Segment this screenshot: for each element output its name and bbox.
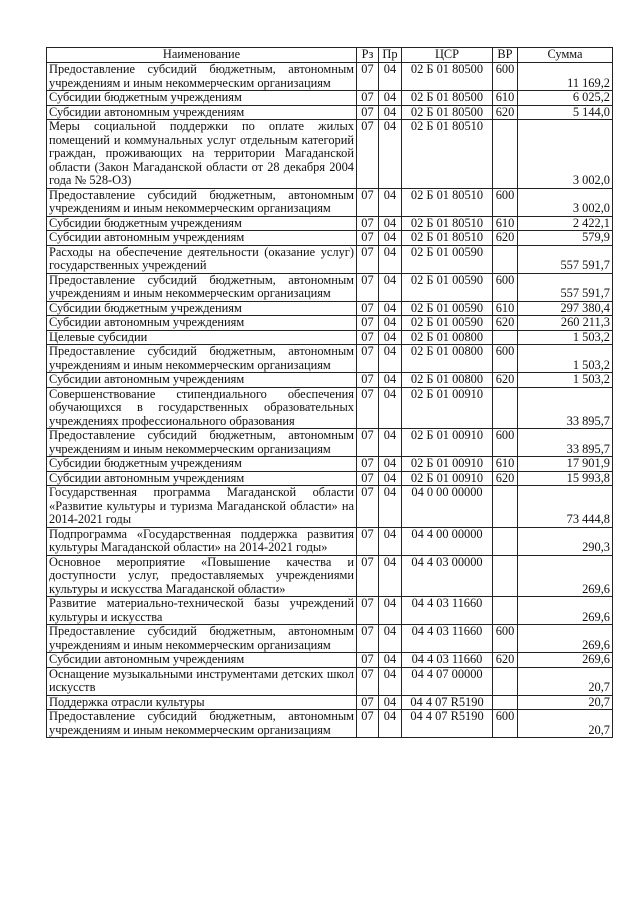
cell-csr: 04 4 03 11660 — [402, 625, 493, 653]
cell-pr: 04 — [379, 245, 402, 273]
table-row — [47, 527, 613, 555]
cell-name: Предоставление субсидий бюджетным, автономным учреждениям и иным некоммерческим организациям — [47, 625, 357, 653]
cell-csr: 02 Б 01 80510 — [402, 120, 493, 189]
cell-name: Субсидии автономным учреждениям — [47, 105, 357, 120]
cell-csr: 04 4 07 R5190 — [402, 695, 493, 710]
cell-name: Совершенствование стипендиального обеспечения обучающихся в государственных образовательных учреждениях профессионального образования — [47, 387, 357, 429]
cell-csr: 04 4 07 R5190 — [402, 710, 493, 738]
cell-pr: 04 — [379, 216, 402, 231]
cell-vr: 600 — [493, 63, 518, 91]
cell-vr: 600 — [493, 710, 518, 738]
cell-sum: 269,6 — [518, 625, 613, 653]
cell-vr — [493, 245, 518, 273]
cell-vr: 610 — [493, 457, 518, 472]
cell-pr: 04 — [379, 387, 402, 429]
table-body — [47, 63, 613, 738]
table-row — [47, 316, 613, 331]
cell-csr: 02 Б 01 80500 — [402, 91, 493, 106]
table-row — [47, 429, 613, 457]
cell-csr: 04 4 07 00000 — [402, 667, 493, 695]
table-row — [47, 373, 613, 388]
cell-name: Субсидии бюджетным учреждениям — [47, 301, 357, 316]
budget-table — [46, 47, 613, 738]
table-row — [47, 273, 613, 301]
cell-vr — [493, 597, 518, 625]
cell-sum: 33 895,7 — [518, 387, 613, 429]
cell-sum: 297 380,4 — [518, 301, 613, 316]
table-row — [47, 387, 613, 429]
cell-pr: 04 — [379, 301, 402, 316]
cell-vr: 600 — [493, 273, 518, 301]
cell-sum: 17 901,9 — [518, 457, 613, 472]
table-header-row — [47, 48, 613, 63]
table-row — [47, 231, 613, 246]
cell-name: Подпрограмма «Государственная поддержка развития культуры Магаданской области» на 2014-2021 годы» — [47, 527, 357, 555]
cell-pr: 04 — [379, 273, 402, 301]
cell-pr: 04 — [379, 91, 402, 106]
cell-sum: 579,9 — [518, 231, 613, 246]
cell-name: Предоставление субсидий бюджетным, автономным учреждениям и иным некоммерческим организациям — [47, 710, 357, 738]
cell-sum: 1 503,2 — [518, 345, 613, 373]
table-row — [47, 345, 613, 373]
cell-name: Субсидии автономным учреждениям — [47, 471, 357, 486]
cell-vr: 620 — [493, 653, 518, 668]
table-row — [47, 695, 613, 710]
cell-rz: 07 — [357, 471, 379, 486]
cell-csr: 02 Б 01 80510 — [402, 188, 493, 216]
cell-pr: 04 — [379, 527, 402, 555]
cell-vr: 620 — [493, 105, 518, 120]
cell-name: Предоставление субсидий бюджетным, автономным учреждениям и иным некоммерческим организациям — [47, 273, 357, 301]
cell-name: Субсидии бюджетным учреждениям — [47, 216, 357, 231]
cell-rz: 07 — [357, 301, 379, 316]
cell-vr: 600 — [493, 625, 518, 653]
cell-pr: 04 — [379, 555, 402, 597]
cell-csr: 04 4 03 11660 — [402, 597, 493, 625]
cell-rz: 07 — [357, 63, 379, 91]
cell-csr: 02 Б 01 00910 — [402, 471, 493, 486]
cell-rz: 07 — [357, 486, 379, 528]
cell-name: Субсидии бюджетным учреждениям — [47, 91, 357, 106]
cell-rz: 07 — [357, 667, 379, 695]
cell-name: Субсидии автономным учреждениям — [47, 653, 357, 668]
table-row — [47, 710, 613, 738]
header-csr: ЦСР — [402, 48, 493, 63]
cell-rz: 07 — [357, 105, 379, 120]
cell-vr: 600 — [493, 345, 518, 373]
cell-pr: 04 — [379, 105, 402, 120]
cell-csr: 04 0 00 00000 — [402, 486, 493, 528]
cell-pr: 04 — [379, 188, 402, 216]
cell-name: Государственная программа Магаданской области «Развитие культуры и туризма Магаданской области» на 2014-2021 годы — [47, 486, 357, 528]
header-vr: ВР — [493, 48, 518, 63]
cell-vr: 610 — [493, 216, 518, 231]
cell-sum: 269,6 — [518, 653, 613, 668]
cell-vr — [493, 120, 518, 189]
cell-sum: 6 025,2 — [518, 91, 613, 106]
cell-name: Субсидии автономным учреждениям — [47, 316, 357, 331]
cell-vr: 600 — [493, 429, 518, 457]
cell-csr: 02 Б 01 00800 — [402, 330, 493, 345]
cell-csr: 02 Б 01 00590 — [402, 301, 493, 316]
cell-rz: 07 — [357, 653, 379, 668]
cell-rz: 07 — [357, 91, 379, 106]
table-row — [47, 105, 613, 120]
cell-sum: 269,6 — [518, 555, 613, 597]
cell-vr — [493, 486, 518, 528]
cell-pr: 04 — [379, 330, 402, 345]
cell-rz: 07 — [357, 710, 379, 738]
cell-sum: 1 503,2 — [518, 330, 613, 345]
cell-sum: 557 591,7 — [518, 245, 613, 273]
cell-sum: 73 444,8 — [518, 486, 613, 528]
cell-csr: 02 Б 01 80500 — [402, 63, 493, 91]
cell-sum: 557 591,7 — [518, 273, 613, 301]
cell-rz: 07 — [357, 273, 379, 301]
cell-vr — [493, 387, 518, 429]
cell-pr: 04 — [379, 120, 402, 189]
cell-rz: 07 — [357, 373, 379, 388]
cell-pr: 04 — [379, 429, 402, 457]
cell-rz: 07 — [357, 695, 379, 710]
cell-name: Предоставление субсидий бюджетным, автономным учреждениям и иным некоммерческим организациям — [47, 63, 357, 91]
cell-csr: 02 Б 01 80500 — [402, 105, 493, 120]
cell-name: Развитие материально-технической базы учреждений культуры и искусства — [47, 597, 357, 625]
table-row — [47, 216, 613, 231]
cell-vr: 620 — [493, 231, 518, 246]
cell-pr: 04 — [379, 231, 402, 246]
cell-pr: 04 — [379, 653, 402, 668]
cell-rz: 07 — [357, 387, 379, 429]
cell-rz: 07 — [357, 188, 379, 216]
document-page — [46, 47, 612, 738]
cell-csr: 02 Б 01 80510 — [402, 216, 493, 231]
cell-csr: 02 Б 01 00910 — [402, 457, 493, 472]
cell-vr: 620 — [493, 373, 518, 388]
table-row — [47, 245, 613, 273]
cell-name: Субсидии автономным учреждениям — [47, 373, 357, 388]
cell-sum: 20,7 — [518, 667, 613, 695]
cell-vr: 600 — [493, 188, 518, 216]
cell-sum: 11 169,2 — [518, 63, 613, 91]
cell-rz: 07 — [357, 231, 379, 246]
cell-csr: 02 Б 01 80510 — [402, 231, 493, 246]
cell-sum: 20,7 — [518, 695, 613, 710]
table-row — [47, 486, 613, 528]
cell-csr: 04 4 03 11660 — [402, 653, 493, 668]
cell-vr — [493, 330, 518, 345]
table-row — [47, 471, 613, 486]
cell-sum: 5 144,0 — [518, 105, 613, 120]
cell-pr: 04 — [379, 667, 402, 695]
cell-vr — [493, 667, 518, 695]
cell-rz: 07 — [357, 345, 379, 373]
cell-csr: 02 Б 01 00590 — [402, 273, 493, 301]
cell-vr: 620 — [493, 316, 518, 331]
table-row — [47, 457, 613, 472]
cell-pr: 04 — [379, 345, 402, 373]
cell-csr: 02 Б 01 00910 — [402, 429, 493, 457]
cell-pr: 04 — [379, 316, 402, 331]
cell-pr: 04 — [379, 695, 402, 710]
cell-sum: 260 211,3 — [518, 316, 613, 331]
table-row — [47, 667, 613, 695]
cell-sum: 1 503,2 — [518, 373, 613, 388]
header-name: Наименование — [47, 48, 357, 63]
cell-csr: 04 4 03 00000 — [402, 555, 493, 597]
table-row — [47, 597, 613, 625]
cell-pr: 04 — [379, 471, 402, 486]
cell-vr — [493, 695, 518, 710]
cell-vr — [493, 527, 518, 555]
table-row — [47, 330, 613, 345]
cell-pr: 04 — [379, 625, 402, 653]
cell-rz: 07 — [357, 625, 379, 653]
cell-csr: 02 Б 01 00800 — [402, 373, 493, 388]
table-row — [47, 91, 613, 106]
cell-vr: 610 — [493, 91, 518, 106]
table-row — [47, 120, 613, 189]
cell-csr: 02 Б 01 00800 — [402, 345, 493, 373]
cell-name: Предоставление субсидий бюджетным, автономным учреждениям и иным некоммерческим организациям — [47, 188, 357, 216]
table-row — [47, 653, 613, 668]
cell-vr: 620 — [493, 471, 518, 486]
cell-rz: 07 — [357, 457, 379, 472]
cell-rz: 07 — [357, 245, 379, 273]
cell-pr: 04 — [379, 597, 402, 625]
cell-vr: 610 — [493, 301, 518, 316]
cell-rz: 07 — [357, 330, 379, 345]
cell-name: Предоставление субсидий бюджетным, автономным учреждениям и иным некоммерческим организациям — [47, 429, 357, 457]
cell-name: Поддержка отрасли культуры — [47, 695, 357, 710]
cell-sum: 3 002,0 — [518, 188, 613, 216]
cell-pr: 04 — [379, 373, 402, 388]
cell-name: Субсидии бюджетным учреждениям — [47, 457, 357, 472]
cell-sum: 2 422,1 — [518, 216, 613, 231]
cell-name: Субсидии автономным учреждениям — [47, 231, 357, 246]
cell-rz: 07 — [357, 316, 379, 331]
cell-name: Целевые субсидии — [47, 330, 357, 345]
table-row — [47, 625, 613, 653]
cell-vr — [493, 555, 518, 597]
cell-name: Основное мероприятие «Повышение качества и доступности услуг, предоставляемых учреждениями культуры и искусства Магаданской области» — [47, 555, 357, 597]
cell-sum: 269,6 — [518, 597, 613, 625]
cell-sum: 15 993,8 — [518, 471, 613, 486]
cell-rz: 07 — [357, 120, 379, 189]
cell-csr: 02 Б 01 00590 — [402, 245, 493, 273]
cell-sum: 290,3 — [518, 527, 613, 555]
table-row — [47, 188, 613, 216]
cell-rz: 07 — [357, 527, 379, 555]
cell-sum: 3 002,0 — [518, 120, 613, 189]
header-pr: Пр — [379, 48, 402, 63]
cell-pr: 04 — [379, 63, 402, 91]
header-sum: Сумма — [518, 48, 613, 63]
table-row — [47, 555, 613, 597]
cell-name: Меры социальной поддержки по оплате жилых помещений и коммунальных услуг отдельным категорий граждан, проживающих на территории Магаданской области (Закон Магаданской области от 28 декабря 2004 года № 528-ОЗ) — [47, 120, 357, 189]
cell-pr: 04 — [379, 710, 402, 738]
cell-pr: 04 — [379, 457, 402, 472]
cell-pr: 04 — [379, 486, 402, 528]
cell-rz: 07 — [357, 555, 379, 597]
cell-sum: 20,7 — [518, 710, 613, 738]
cell-name: Расходы на обеспечение деятельности (оказание услуг) государственных учреждений — [47, 245, 357, 273]
cell-csr: 02 Б 01 00590 — [402, 316, 493, 331]
cell-name: Предоставление субсидий бюджетным, автономным учреждениям и иным некоммерческим организациям — [47, 345, 357, 373]
cell-csr: 04 4 00 00000 — [402, 527, 493, 555]
header-rz: Рз — [357, 48, 379, 63]
cell-sum: 33 895,7 — [518, 429, 613, 457]
table-row — [47, 63, 613, 91]
cell-name: Оснащение музыкальными инструментами детских школ искусств — [47, 667, 357, 695]
cell-csr: 02 Б 01 00910 — [402, 387, 493, 429]
cell-rz: 07 — [357, 597, 379, 625]
cell-rz: 07 — [357, 216, 379, 231]
cell-rz: 07 — [357, 429, 379, 457]
table-row — [47, 301, 613, 316]
